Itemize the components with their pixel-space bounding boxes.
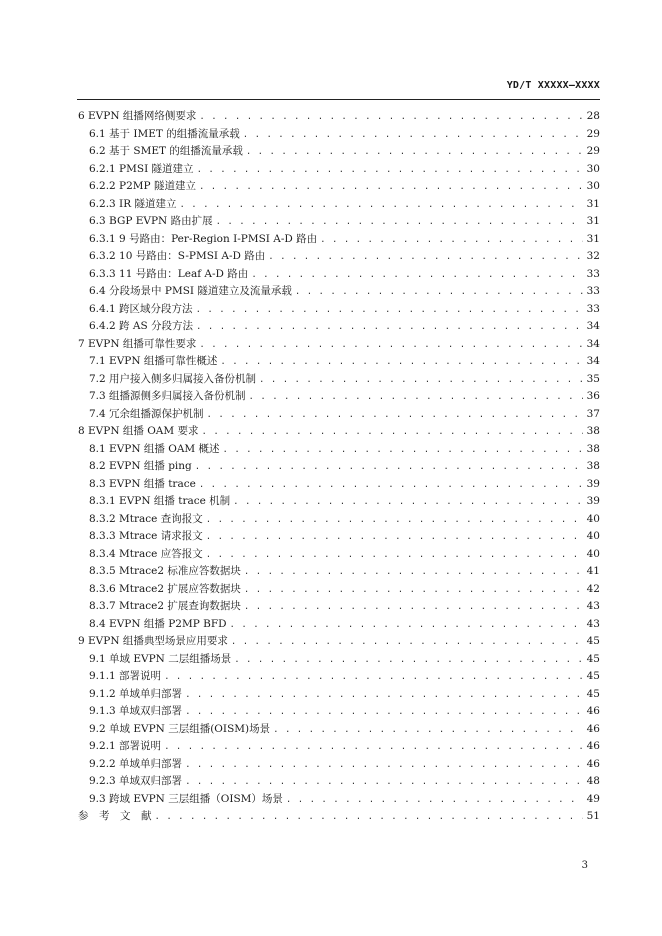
toc-entry-page: 33 — [586, 302, 600, 315]
toc-dot-leader — [201, 424, 583, 442]
toc-dot-leader — [251, 267, 583, 285]
toc-dot-leader — [249, 389, 583, 407]
page-number: 3 — [581, 860, 588, 871]
toc-dot-leader — [179, 197, 583, 215]
toc-entry-page: 46 — [586, 740, 600, 752]
toc-entry[interactable] — [78, 528, 600, 546]
toc-entry-title: 6.3.2 10 号路由：S-PMSI A-D 路由 — [89, 250, 266, 262]
toc-entry-title: 6.2 基于 SMET 的组播流量承载 — [89, 145, 243, 157]
toc-entry[interactable] — [78, 773, 600, 791]
toc-entry-title: 8.3.2 Mtrace 查询报文 — [89, 512, 203, 525]
toc-entry-title: 6.3 BGP EVPN 路由扩展 — [89, 215, 213, 227]
toc-entry[interactable] — [78, 756, 600, 774]
toc-dot-leader — [246, 144, 583, 162]
toc-dot-leader — [155, 809, 584, 827]
toc-entry-title: 6.4.1 跨区域分段方法 — [89, 302, 193, 315]
toc-entry-title: 参 考 文 献 — [78, 810, 152, 822]
toc-entry-page: 40 — [586, 512, 600, 525]
toc-dot-leader — [196, 302, 583, 320]
toc-entry-page: 33 — [586, 285, 600, 297]
toc-dot-leader — [295, 284, 583, 302]
toc-entry-title: 9.1.2 单域单归部署 — [89, 687, 183, 700]
toc-entry[interactable] — [78, 546, 600, 564]
toc-entry-title: 6.3.3 11 号路由：Leaf A-D 路由 — [89, 267, 249, 280]
toc-entry-page: 40 — [586, 547, 600, 560]
toc-dot-leader — [244, 599, 583, 617]
toc-entry[interactable] — [78, 318, 600, 336]
toc-entry[interactable] — [78, 406, 600, 424]
toc-entry-title: 8.3.7 Mtrace2 扩展查询数据块 — [89, 600, 241, 612]
toc-dot-leader — [199, 179, 583, 197]
toc-entry-title: 6.2.1 PMSI 隧道建立 — [89, 162, 194, 175]
toc-entry[interactable] — [78, 108, 600, 126]
toc-dot-leader — [244, 582, 583, 600]
toc-entry-page: 46 — [586, 757, 600, 770]
toc-entry-title: 6.2.3 IR 隧道建立 — [89, 197, 177, 210]
toc-entry-title: 6.3.1 9 号路由：Per-Region I-PMSI A-D 路由 — [89, 232, 318, 245]
toc-entry-page: 39 — [586, 477, 600, 490]
toc-entry[interactable] — [78, 213, 600, 231]
toc-entry-title: 7 EVPN 组播可靠性要求 — [78, 337, 197, 350]
toc-entry-title: 6 EVPN 组播网络侧要求 — [78, 110, 197, 122]
document-code: YD/T XXXXX—XXXX — [506, 80, 600, 91]
toc-entry-title: 6.1 基于 IMET 的组播流量承载 — [89, 127, 240, 140]
toc-entry-title: 9.3 跨域 EVPN 三层组播（OISM）场景 — [89, 792, 283, 805]
toc-entry-page: 45 — [586, 670, 600, 682]
header-rule — [77, 99, 600, 100]
toc-entry-title: 9.2 单域 EVPN 三层组播(OISM)场景 — [89, 722, 271, 735]
toc-entry-title: 8.3 EVPN 组播 trace — [89, 477, 196, 490]
toc-entry-title: 7.2 用户接入侧多归属接入备份机制 — [89, 372, 257, 385]
toc-entry[interactable] — [78, 581, 600, 599]
toc-entry-title: 8.3.5 Mtrace2 标准应答数据块 — [89, 565, 241, 577]
toc-entry-title: 9.2.1 部署说明 — [89, 740, 162, 752]
toc-entry[interactable] — [78, 388, 600, 406]
toc-entry[interactable] — [78, 248, 600, 266]
toc-entry-title: 6.4 分段场景中 PMSI 隧道建立及流量承载 — [89, 285, 292, 297]
toc-entry[interactable] — [78, 511, 600, 529]
toc-dot-leader — [223, 442, 584, 460]
toc-entry-page: 34 — [586, 337, 600, 350]
toc-entry[interactable] — [78, 458, 600, 476]
toc-entry-page: 31 — [586, 232, 600, 245]
toc-dot-leader — [164, 669, 583, 687]
toc-entry-title: 9.1.3 单域双归部署 — [89, 705, 183, 717]
toc-dot-leader — [243, 127, 583, 145]
toc-entry-page: 36 — [586, 390, 600, 402]
toc-entry-page: 41 — [586, 565, 600, 577]
toc-entry-page: 48 — [586, 775, 600, 787]
toc-dot-leader — [199, 109, 583, 127]
toc-entry-page: 33 — [586, 267, 600, 280]
toc-dot-leader — [199, 477, 583, 495]
toc-entry-page: 30 — [586, 180, 600, 192]
toc-entry-page: 40 — [586, 530, 600, 542]
toc-entry[interactable] — [78, 616, 600, 634]
table-of-contents — [78, 108, 600, 826]
toc-entry-page: 42 — [586, 582, 600, 595]
toc-entry-title: 7.3 组播源侧多归属接入备份机制 — [89, 390, 246, 402]
toc-dot-leader — [206, 547, 583, 565]
toc-entry-page: 35 — [586, 372, 600, 385]
toc-entry-page: 38 — [586, 442, 600, 455]
toc-entry[interactable] — [78, 143, 600, 161]
toc-entry-page: 43 — [586, 617, 600, 630]
toc-entry-page: 49 — [586, 792, 600, 805]
toc-entry[interactable] — [78, 721, 600, 739]
toc-entry[interactable] — [78, 231, 600, 249]
toc-entry[interactable] — [78, 686, 600, 704]
toc-dot-leader — [320, 232, 583, 250]
toc-entry[interactable] — [78, 336, 600, 354]
toc-dot-leader — [268, 249, 583, 267]
toc-entry[interactable] — [78, 633, 600, 651]
toc-entry[interactable] — [78, 283, 600, 301]
toc-entry[interactable] — [78, 651, 600, 669]
toc-entry-page: 51 — [586, 810, 600, 822]
toc-entry-page: 37 — [586, 407, 600, 420]
toc-dot-leader — [206, 529, 583, 547]
toc-entry[interactable] — [78, 668, 600, 686]
toc-entry[interactable] — [78, 808, 600, 826]
toc-entry-title: 8.3.4 Mtrace 应答报文 — [89, 547, 203, 560]
toc-entry-title: 7.4 冗余组播源保护机制 — [89, 407, 204, 420]
toc-entry-page: 39 — [586, 495, 600, 507]
toc-dot-leader — [233, 494, 583, 512]
toc-entry-title: 9.2.3 单域双归部署 — [89, 775, 183, 787]
toc-entry[interactable] — [78, 178, 600, 196]
toc-entry-title: 8 EVPN 组播 OAM 要求 — [78, 425, 199, 437]
toc-entry-page: 46 — [586, 705, 600, 717]
toc-dot-leader — [196, 319, 583, 337]
toc-dot-leader — [185, 704, 583, 722]
toc-dot-leader — [220, 354, 583, 372]
toc-dot-leader — [185, 687, 583, 705]
toc-entry-page: 45 — [586, 687, 600, 700]
toc-entry-page: 46 — [586, 722, 600, 735]
toc-entry[interactable] — [78, 371, 600, 389]
toc-entry-page: 28 — [586, 110, 600, 122]
toc-entry-title: 8.1 EVPN 组播 OAM 概述 — [89, 442, 220, 455]
toc-entry-title: 9.1 单域 EVPN 二层组播场景 — [89, 652, 232, 665]
toc-dot-leader — [230, 617, 583, 635]
toc-entry[interactable] — [78, 476, 600, 494]
toc-dot-leader — [185, 774, 583, 792]
toc-entry-page: 32 — [586, 250, 600, 262]
toc-entry[interactable] — [78, 161, 600, 179]
toc-entry-page: 45 — [586, 635, 600, 647]
toc-dot-leader — [273, 722, 583, 740]
toc-dot-leader — [259, 372, 583, 390]
toc-entry-page: 31 — [586, 197, 600, 210]
toc-entry[interactable] — [78, 441, 600, 459]
toc-entry-title: 9.2.2 单域单归部署 — [89, 757, 183, 770]
toc-entry-page: 34 — [586, 355, 600, 367]
toc-entry-page: 34 — [586, 320, 600, 332]
toc-entry[interactable] — [78, 196, 600, 214]
toc-entry-title: 8.3.1 EVPN 组播 trace 机制 — [89, 495, 231, 507]
toc-entry-page: 29 — [586, 127, 600, 140]
toc-entry-title: 7.1 EVPN 组播可靠性概述 — [89, 355, 218, 367]
toc-entry[interactable] — [78, 703, 600, 721]
toc-entry[interactable] — [78, 598, 600, 616]
toc-entry[interactable] — [78, 563, 600, 581]
toc-entry[interactable] — [78, 738, 600, 756]
toc-entry[interactable] — [78, 126, 600, 144]
toc-entry-title: 6.4.2 跨 AS 分段方法 — [89, 320, 194, 332]
toc-entry-page: 30 — [586, 162, 600, 175]
toc-dot-leader — [234, 652, 583, 670]
toc-entry-page: 38 — [586, 460, 600, 472]
toc-dot-leader — [195, 459, 583, 477]
toc-entry-title: 9.1.1 部署说明 — [89, 670, 162, 682]
toc-entry-title: 8.3.6 Mtrace2 扩展应答数据块 — [89, 582, 241, 595]
toc-dot-leader — [206, 512, 583, 530]
toc-entry[interactable] — [78, 301, 600, 319]
toc-entry-title: 6.2.2 P2MP 隧道建立 — [89, 180, 196, 192]
toc-entry-title: 9 EVPN 组播典型场景应用要求 — [78, 635, 228, 647]
toc-entry[interactable] — [78, 791, 600, 809]
toc-entry[interactable] — [78, 493, 600, 511]
toc-dot-leader — [207, 407, 583, 425]
toc-dot-leader — [197, 162, 583, 180]
toc-dot-leader — [199, 337, 583, 355]
toc-dot-leader — [185, 757, 583, 775]
toc-dot-leader — [164, 739, 583, 757]
toc-entry-title: 8.3.3 Mtrace 请求报文 — [89, 530, 203, 542]
toc-entry-page: 29 — [586, 145, 600, 157]
toc-entry[interactable] — [78, 266, 600, 284]
toc-entry-title: 8.4 EVPN 组播 P2MP BFD — [89, 617, 227, 630]
toc-entry[interactable] — [78, 423, 600, 441]
toc-entry-title: 8.2 EVPN 组播 ping — [89, 460, 192, 472]
toc-dot-leader — [216, 214, 583, 232]
toc-entry[interactable] — [78, 353, 600, 371]
toc-dot-leader — [231, 634, 583, 652]
toc-entry-page: 31 — [586, 215, 600, 227]
toc-dot-leader — [244, 564, 583, 582]
toc-dot-leader — [286, 792, 583, 810]
toc-entry-page: 45 — [586, 652, 600, 665]
toc-entry-page: 38 — [586, 425, 600, 437]
toc-entry-page: 43 — [586, 600, 600, 612]
